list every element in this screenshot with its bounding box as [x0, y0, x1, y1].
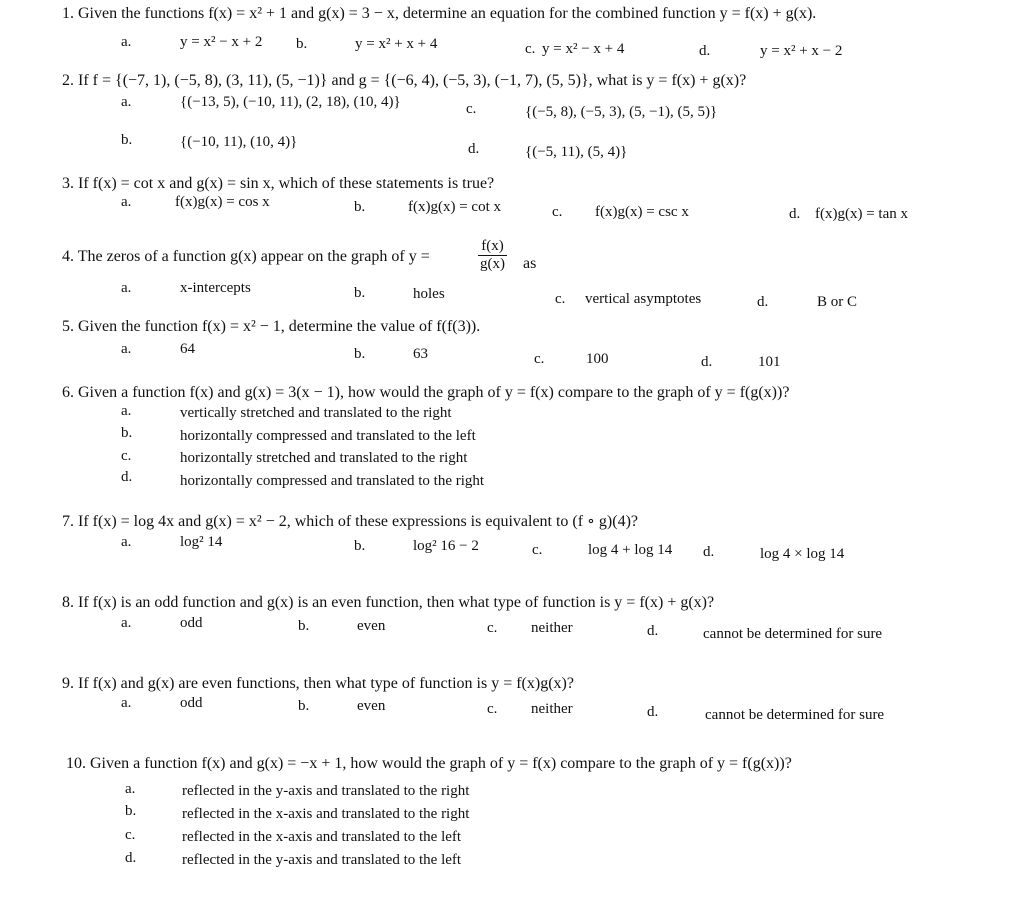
q3-option-c-letter: c.	[552, 204, 563, 220]
q5-option-d-letter: d.	[701, 354, 713, 370]
q1-option-a-letter: a.	[121, 34, 132, 50]
question-2-stem: 2. If f = {(−7, 1), (−5, 8), (3, 11), (5, −1)} and g = {(−6, 4), (−5, 3), (−1, 7), (5, 5)}, what is y = f(x) + g(x)?	[62, 72, 747, 89]
q8-option-d-letter: d.	[647, 623, 659, 639]
q7-option-d-text: log 4 × log 14	[760, 546, 845, 562]
q10-option-a-letter: a.	[125, 781, 136, 797]
q5-option-a-text: 64	[180, 341, 195, 357]
q7-option-c-text: log 4 + log 14	[588, 542, 673, 558]
q5-option-b-text: 63	[413, 346, 428, 362]
q10-option-c-letter: c.	[125, 827, 136, 843]
q7-option-b-text: log² 16 − 2	[413, 538, 479, 554]
q5-option-a-letter: a.	[121, 341, 132, 357]
q1-option-c-letter: c.	[525, 41, 536, 57]
q10-option-b-letter: b.	[125, 803, 137, 819]
q1-option-b-text: y = x² + x + 4	[355, 36, 438, 52]
q2-option-a-letter: a.	[121, 94, 132, 110]
q3-option-b-text: f(x)g(x) = cot x	[408, 199, 502, 215]
q10-option-a-text: reflected in the y-axis and translated to the right	[182, 783, 470, 799]
q9-option-b-letter: b.	[298, 698, 310, 714]
q3-option-d-letter: d.	[789, 206, 801, 222]
q4-option-b-text: holes	[413, 286, 445, 302]
q3-option-b-letter: b.	[354, 199, 366, 215]
q3-option-d-text: f(x)g(x) = tan x	[815, 206, 909, 222]
q1-option-c-text: y = x² − x + 4	[542, 41, 625, 57]
q4-fraction-numerator: f(x)	[478, 238, 507, 256]
q6-option-d-letter: d.	[121, 469, 133, 485]
q4-option-c-letter: c.	[555, 291, 566, 307]
q6-option-b-text: horizontally compressed and translated to the left	[180, 428, 476, 444]
q2-option-d-letter: d.	[468, 141, 480, 157]
q8-option-a-text: odd	[180, 615, 203, 631]
q1-option-b-letter: b.	[296, 36, 308, 52]
q9-option-a-text: odd	[180, 695, 203, 711]
question-9-stem: 9. If f(x) and g(x) are even functions, then what type of function is y = f(x)g(x)?	[62, 675, 574, 692]
q6-option-c-text: horizontally stretched and translated to the right	[180, 450, 468, 466]
q10-option-d-text: reflected in the y-axis and translated to the left	[182, 852, 462, 868]
q2-option-c-text: {(−5, 8), (−5, 3), (5, −1), (5, 5)}	[525, 104, 718, 120]
q3-option-a-letter: a.	[121, 194, 132, 210]
q3-option-a-text: f(x)g(x) = cos x	[175, 194, 270, 210]
question-7-stem: 7. If f(x) = log 4x and g(x) = x² − 2, which of these expressions is equivalent to (f ∘ g)(4)?	[62, 513, 639, 530]
q2-option-b-text: {(−10, 11), (10, 4)}	[180, 134, 298, 150]
q6-option-d-text: horizontally compressed and translated to the right	[180, 473, 485, 489]
q9-option-a-letter: a.	[121, 695, 132, 711]
q2-option-b-letter: b.	[121, 132, 133, 148]
question-6-stem: 6. Given a function f(x) and g(x) = 3(x − 1), how would the graph of y = f(x) compare to the graph of y = f(g(x))?	[62, 384, 790, 401]
q4-option-d-letter: d.	[757, 294, 769, 310]
q7-option-b-letter: b.	[354, 538, 366, 554]
q4-option-a-text: x-intercepts	[180, 280, 251, 296]
q4-option-b-letter: b.	[354, 285, 366, 301]
q1-option-d-letter: d.	[699, 43, 711, 59]
question-1-stem: 1. Given the functions f(x) = x² + 1 and g(x) = 3 − x, determine an equation for the combined function y = f(x) + g(x).	[62, 5, 817, 22]
q5-option-c-letter: c.	[534, 351, 545, 367]
q1-option-a-text: y = x² − x + 2	[180, 34, 263, 50]
q1-option-d-text: y = x² + x − 2	[760, 43, 843, 59]
q8-option-b-letter: b.	[298, 618, 310, 634]
q9-option-b-text: even	[357, 698, 386, 714]
q9-option-d-text: cannot be determined for sure	[705, 707, 885, 723]
q10-option-c-text: reflected in the x-axis and translated to the left	[182, 829, 462, 845]
q10-option-d-letter: d.	[125, 850, 137, 866]
q4-stem-tail: as	[523, 255, 537, 272]
q8-option-b-text: even	[357, 618, 386, 634]
q9-option-c-text: neither	[531, 701, 573, 717]
q6-option-a-text: vertically stretched and translated to the right	[180, 405, 452, 421]
q4-fraction	[478, 238, 507, 273]
q7-option-a-letter: a.	[121, 534, 132, 550]
q7-option-d-letter: d.	[703, 544, 715, 560]
q4-fraction-denominator: g(x)	[480, 256, 505, 272]
q9-option-c-letter: c.	[487, 701, 498, 717]
q7-option-a-text: log² 14	[180, 534, 223, 550]
question-3-stem: 3. If f(x) = cot x and g(x) = sin x, which of these statements is true?	[62, 175, 495, 192]
q9-option-d-letter: d.	[647, 704, 659, 720]
question-10-stem: 10. Given a function f(x) and g(x) = −x + 1, how would the graph of y = f(x) compare to the graph of y = f(g(x))?	[66, 755, 792, 772]
q8-option-d-text: cannot be determined for sure	[703, 626, 883, 642]
q4-option-d-text: B or C	[817, 294, 858, 310]
question-5-stem: 5. Given the function f(x) = x² − 1, determine the value of f(f(3)).	[62, 318, 481, 335]
q6-option-c-letter: c.	[121, 448, 132, 464]
q2-option-a-text: {(−13, 5), (−10, 11), (2, 18), (10, 4)}	[180, 94, 401, 110]
q7-option-c-letter: c.	[532, 542, 543, 558]
q10-option-b-text: reflected in the x-axis and translated to the right	[182, 806, 470, 822]
q8-option-a-letter: a.	[121, 615, 132, 631]
q2-option-d-text: {(−5, 11), (5, 4)}	[525, 144, 628, 160]
q4-option-c-text: vertical asymptotes	[585, 291, 702, 307]
q8-option-c-text: neither	[531, 620, 573, 636]
q4-option-a-letter: a.	[121, 280, 132, 296]
question-8-stem: 8. If f(x) is an odd function and g(x) is an even function, then what type of function is y = f(x) + g(x)?	[62, 594, 715, 611]
q6-option-a-letter: a.	[121, 403, 132, 419]
q5-option-c-text: 100	[586, 351, 609, 367]
q8-option-c-letter: c.	[487, 620, 498, 636]
q5-option-d-text: 101	[758, 354, 781, 370]
question-4-stem: 4. The zeros of a function g(x) appear on the graph of y =	[62, 248, 430, 265]
q5-option-b-letter: b.	[354, 346, 366, 362]
q6-option-b-letter: b.	[121, 425, 133, 441]
q2-option-c-letter: c.	[466, 101, 477, 117]
q3-option-c-text: f(x)g(x) = csc x	[595, 204, 689, 220]
